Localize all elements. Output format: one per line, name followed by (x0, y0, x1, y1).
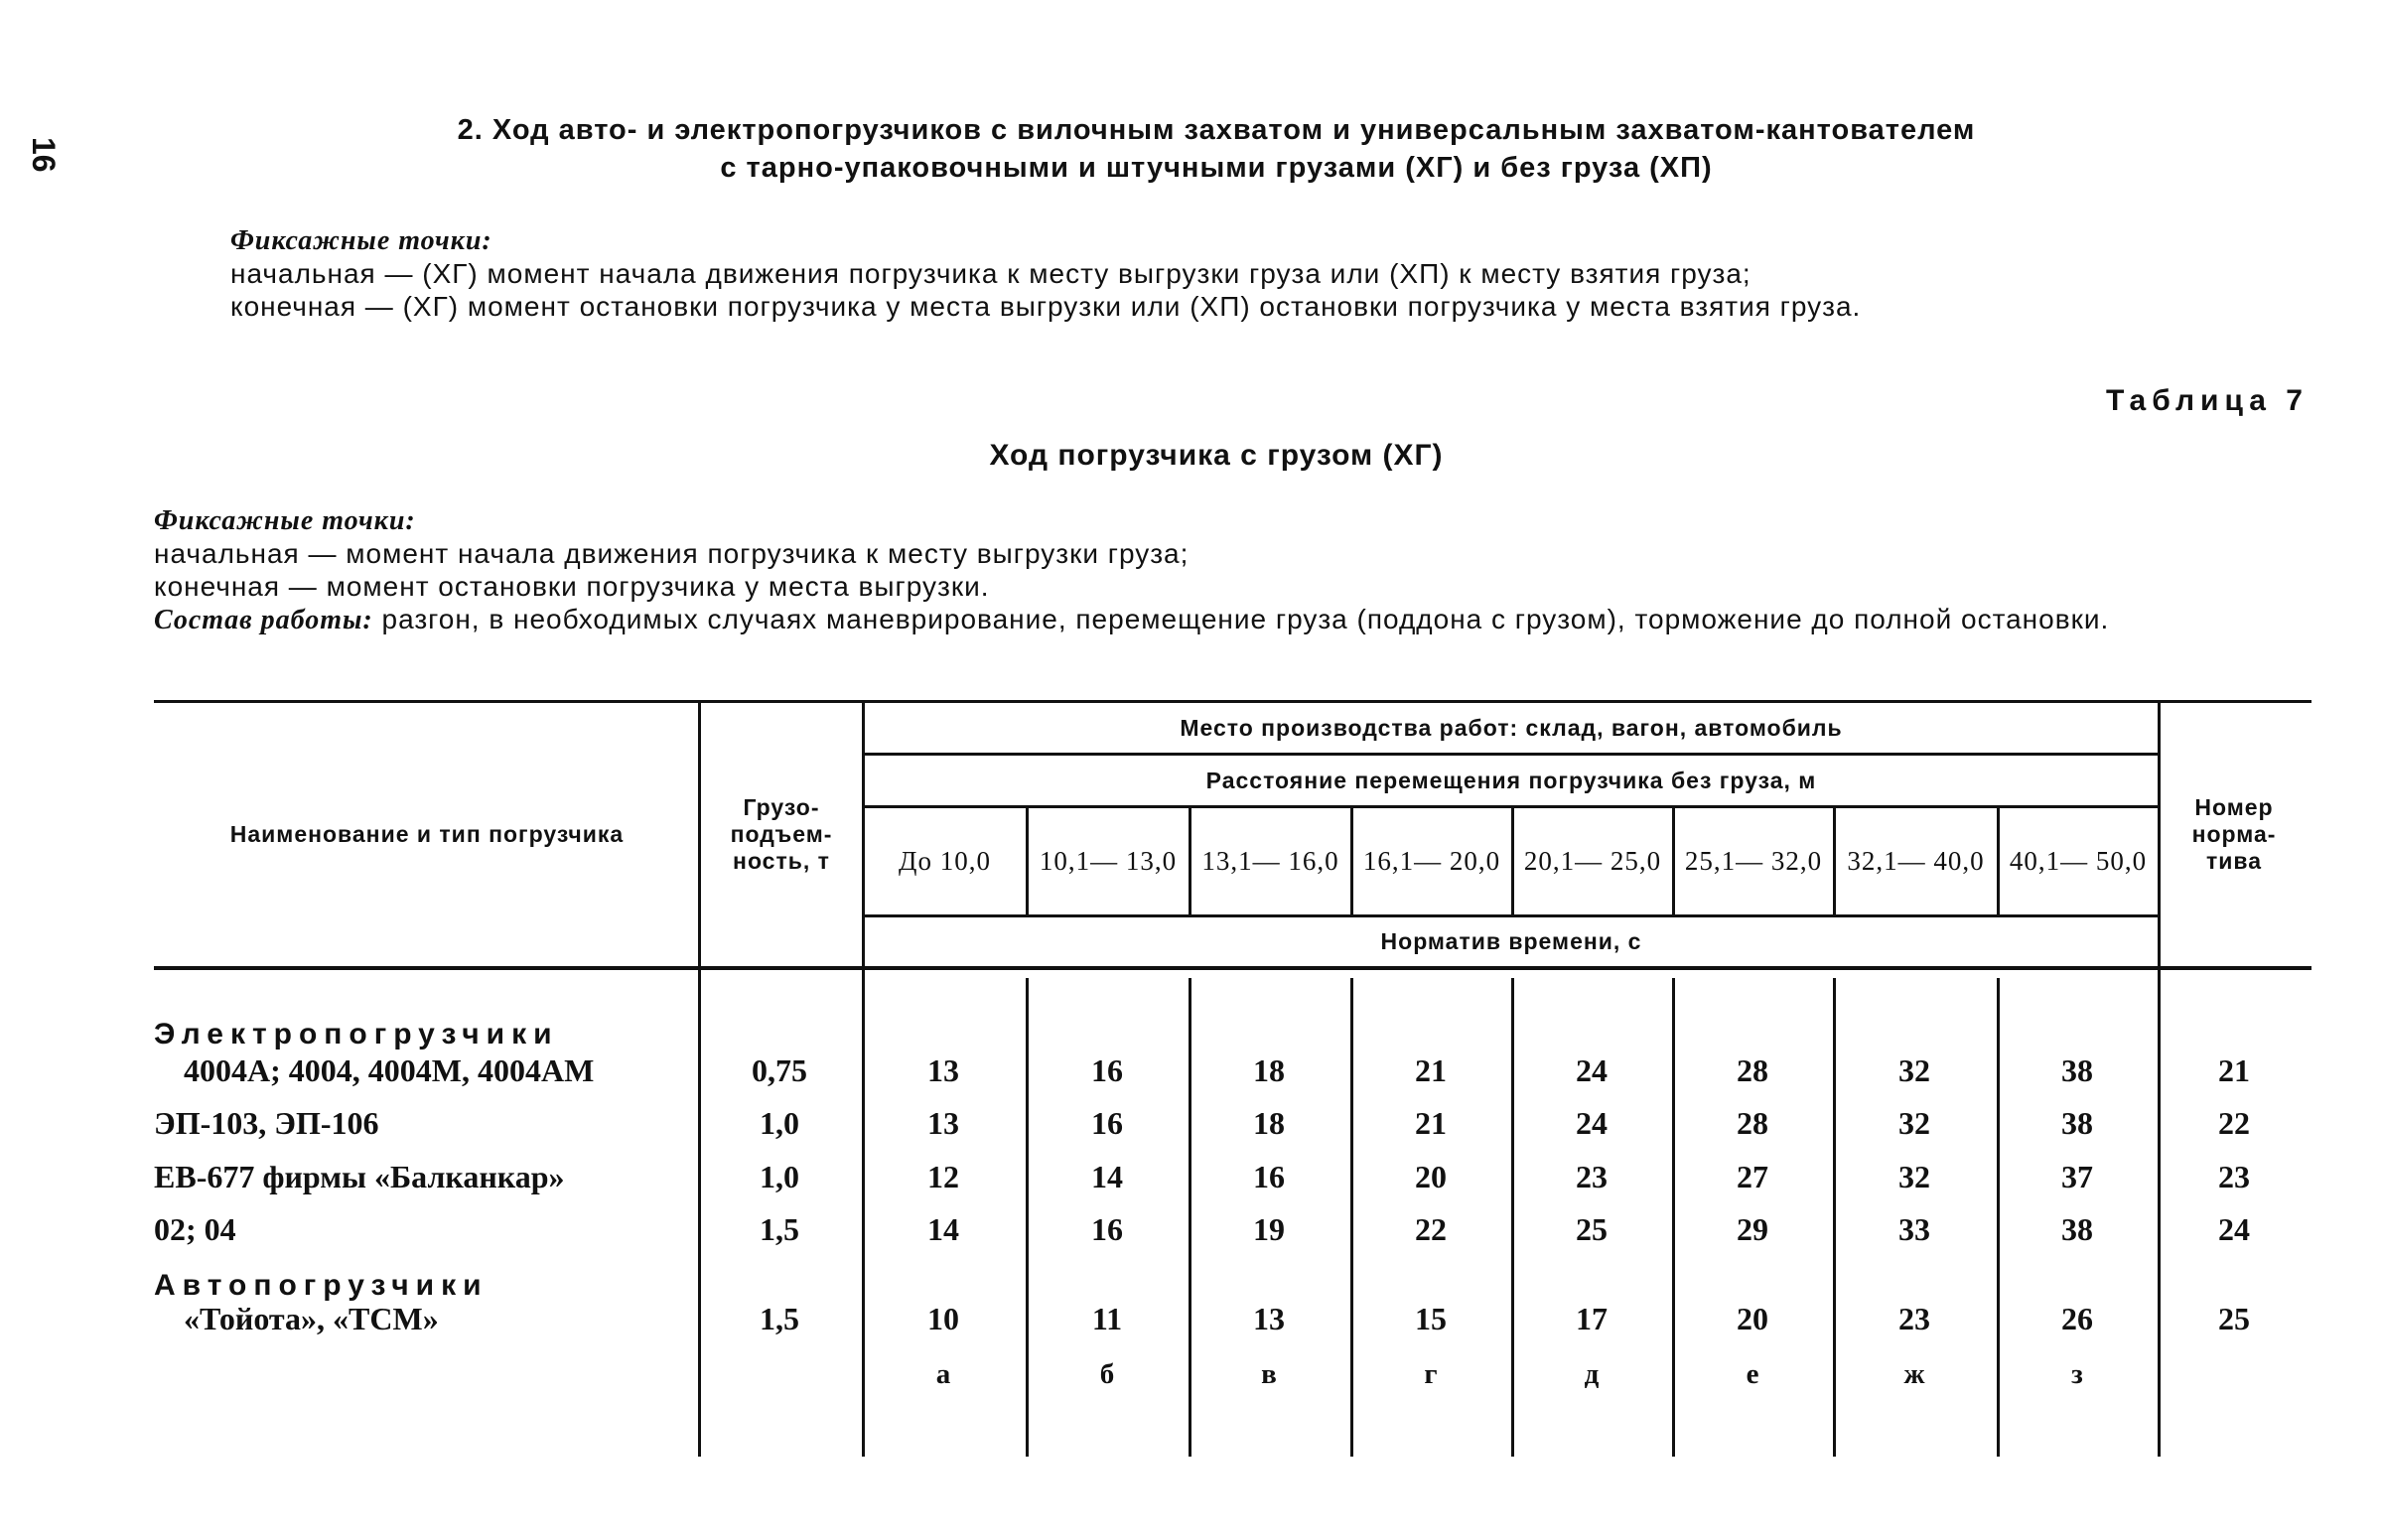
column-letter: ж (1903, 1358, 1925, 1390)
table-fix-end: конечная — момент остановки погрузчика у места выгрузки. (154, 571, 990, 602)
body-column-divider (2158, 970, 2161, 1457)
time-norm-value: 38 (2061, 1105, 2093, 1141)
column-letter: а (935, 1358, 951, 1390)
time-norm-value: 14 (1091, 1159, 1123, 1194)
work-composition-text: разгон, в необходимых случаях маневрирование, перемещение груза (поддона с грузом), торможение до полной остановки. (372, 604, 2110, 634)
page-number: 16 (26, 137, 62, 173)
header-place: Место производства работ: склад, вагон, автомобиль (1180, 714, 1843, 741)
time-norm-value: 16 (1091, 1052, 1123, 1088)
header-norm-time: Норматив времени, с (1380, 928, 1642, 954)
range-header: 10,1— 13,0 (1039, 845, 1178, 876)
row-norm-number: 21 (2218, 1052, 2250, 1088)
column-letter: б (1099, 1358, 1115, 1390)
vline-norm (2158, 700, 2161, 966)
time-norm-value: 28 (1737, 1105, 1768, 1141)
range-header: 25,1— 32,0 (1684, 845, 1823, 876)
row-name: ЭП-103, ЭП-106 (154, 1105, 379, 1141)
group-auto: Автопогрузчики (154, 1269, 489, 1302)
time-norm-value: 13 (927, 1105, 959, 1141)
header-norm-number: Номер норма-тива (2191, 793, 2277, 874)
header-capacity: Грузо-подъем-ность, т (730, 793, 833, 874)
time-norm-value: 38 (2061, 1052, 2093, 1088)
time-norm-value: 20 (1737, 1301, 1768, 1336)
range-header: 32,1— 40,0 (1847, 845, 1985, 876)
time-norm-value: 20 (1415, 1159, 1447, 1194)
body-column-divider (1672, 978, 1675, 1457)
table-header-rule (154, 966, 2311, 970)
header-name: Наименование и тип погрузчика (229, 820, 625, 847)
range-header: 16,1— 20,0 (1362, 845, 1501, 876)
range-divider (1833, 807, 1836, 914)
range-header: 40,1— 50,0 (2009, 845, 2148, 876)
work-composition-label: Состав работы: (154, 605, 373, 635)
row-name: 02; 04 (154, 1211, 236, 1247)
column-letter: е (1746, 1358, 1759, 1390)
time-norm-value: 23 (1898, 1301, 1930, 1336)
time-norm-value: 21 (1415, 1105, 1447, 1141)
time-norm-value: 22 (1415, 1211, 1447, 1247)
row-capacity: 1,0 (760, 1105, 799, 1141)
time-norm-value: 17 (1576, 1301, 1608, 1336)
time-norm-value: 10 (927, 1301, 959, 1336)
section-title-line1: 2. Ход авто- и электропогрузчиков с вилочным захватом и универсальным захватом-кантователем (457, 114, 1976, 146)
row-name: 4004А; 4004, 4004М, 4004АМ (184, 1052, 595, 1088)
row-norm-number: 23 (2218, 1159, 2250, 1194)
row-capacity: 1,5 (760, 1211, 799, 1247)
table-title: Ход погрузчика с грузом (ХГ) (989, 439, 1444, 472)
range-header: До 10,0 (899, 845, 991, 876)
time-norm-value: 38 (2061, 1211, 2093, 1247)
body-column-divider (1350, 978, 1353, 1457)
row-name: «Тойота», «ТСМ» (184, 1301, 439, 1336)
range-header: 13,1— 16,0 (1201, 845, 1339, 876)
time-norm-value: 13 (927, 1052, 959, 1088)
time-norm-value: 32 (1898, 1159, 1930, 1194)
range-divider (1511, 807, 1514, 914)
vline-name (698, 700, 701, 966)
column-letter: з (2071, 1358, 2083, 1390)
general-fix-start: начальная — (ХГ) момент начала движения погрузчика к месту выгрузки груза или (ХП) к месту взятия груза; (230, 258, 1751, 289)
range-divider (862, 807, 865, 914)
body-column-divider (1189, 978, 1191, 1457)
row-capacity: 1,5 (760, 1301, 799, 1336)
time-norm-value: 14 (927, 1211, 959, 1247)
time-norm-value: 16 (1091, 1211, 1123, 1247)
time-norm-value: 13 (1253, 1301, 1285, 1336)
body-column-divider (698, 970, 701, 1457)
time-norm-value: 32 (1898, 1105, 1930, 1141)
general-fix-end: конечная — (ХГ) момент остановки погрузчика у места выгрузки или (ХП) остановки погрузчика у места взятия груза. (230, 291, 1862, 322)
time-norm-value: 37 (2061, 1159, 2093, 1194)
time-norm-value: 26 (2061, 1301, 2093, 1336)
row-norm-number: 25 (2218, 1301, 2250, 1336)
table-label: Таблица 7 (2105, 384, 2309, 417)
time-norm-value: 29 (1737, 1211, 1768, 1247)
time-norm-value: 24 (1576, 1105, 1608, 1141)
row-norm-number: 22 (2218, 1105, 2250, 1141)
section-title-line2: с тарно-упаковочными и штучными грузами (ХГ) и без груза (ХП) (720, 152, 1713, 184)
time-norm-value: 33 (1898, 1211, 1930, 1247)
range-divider (1189, 807, 1191, 914)
body-column-divider (1833, 978, 1836, 1457)
time-norm-value: 21 (1415, 1052, 1447, 1088)
column-letter: г (1424, 1358, 1438, 1390)
body-column-divider (862, 970, 865, 1457)
time-norm-value: 27 (1737, 1159, 1768, 1194)
time-norm-value: 19 (1253, 1211, 1285, 1247)
body-column-divider (1026, 978, 1029, 1457)
time-norm-value: 11 (1091, 1301, 1123, 1336)
body-column-divider (1997, 978, 2000, 1457)
time-norm-value: 12 (927, 1159, 959, 1194)
row-capacity: 1,0 (760, 1159, 799, 1194)
time-norm-value: 28 (1737, 1052, 1768, 1088)
table-fix-heading: Фиксажные точки: (154, 505, 416, 536)
row-name: ЕВ-677 фирмы «Балканкар» (154, 1159, 565, 1194)
range-divider (1026, 807, 1029, 914)
time-norm-value: 18 (1253, 1052, 1285, 1088)
row-capacity: 0,75 (752, 1052, 807, 1088)
time-norm-value: 18 (1253, 1105, 1285, 1141)
column-letter: в (1261, 1358, 1277, 1390)
header-distance: Расстояние перемещения погрузчика без груза, м (1205, 767, 1817, 793)
time-norm-value: 32 (1898, 1052, 1930, 1088)
time-norm-value: 23 (1576, 1159, 1608, 1194)
row-norm-number: 24 (2218, 1211, 2250, 1247)
time-norm-value: 25 (1576, 1211, 1608, 1247)
time-norm-value: 16 (1253, 1159, 1285, 1194)
group-electric: Электропогрузчики (154, 1018, 559, 1050)
column-letter: д (1584, 1358, 1600, 1390)
range-header: 20,1— 25,0 (1523, 845, 1662, 876)
time-norm-value: 16 (1091, 1105, 1123, 1141)
general-fix-heading: Фиксажные точки: (230, 225, 492, 256)
body-column-divider (1511, 978, 1514, 1457)
time-norm-value: 24 (1576, 1052, 1608, 1088)
time-norm-value: 15 (1415, 1301, 1447, 1336)
range-divider (1997, 807, 2000, 914)
range-divider (1350, 807, 1353, 914)
table-fix-start: начальная — момент начала движения погрузчика к месту выгрузки груза; (154, 538, 1190, 569)
range-divider (1672, 807, 1675, 914)
